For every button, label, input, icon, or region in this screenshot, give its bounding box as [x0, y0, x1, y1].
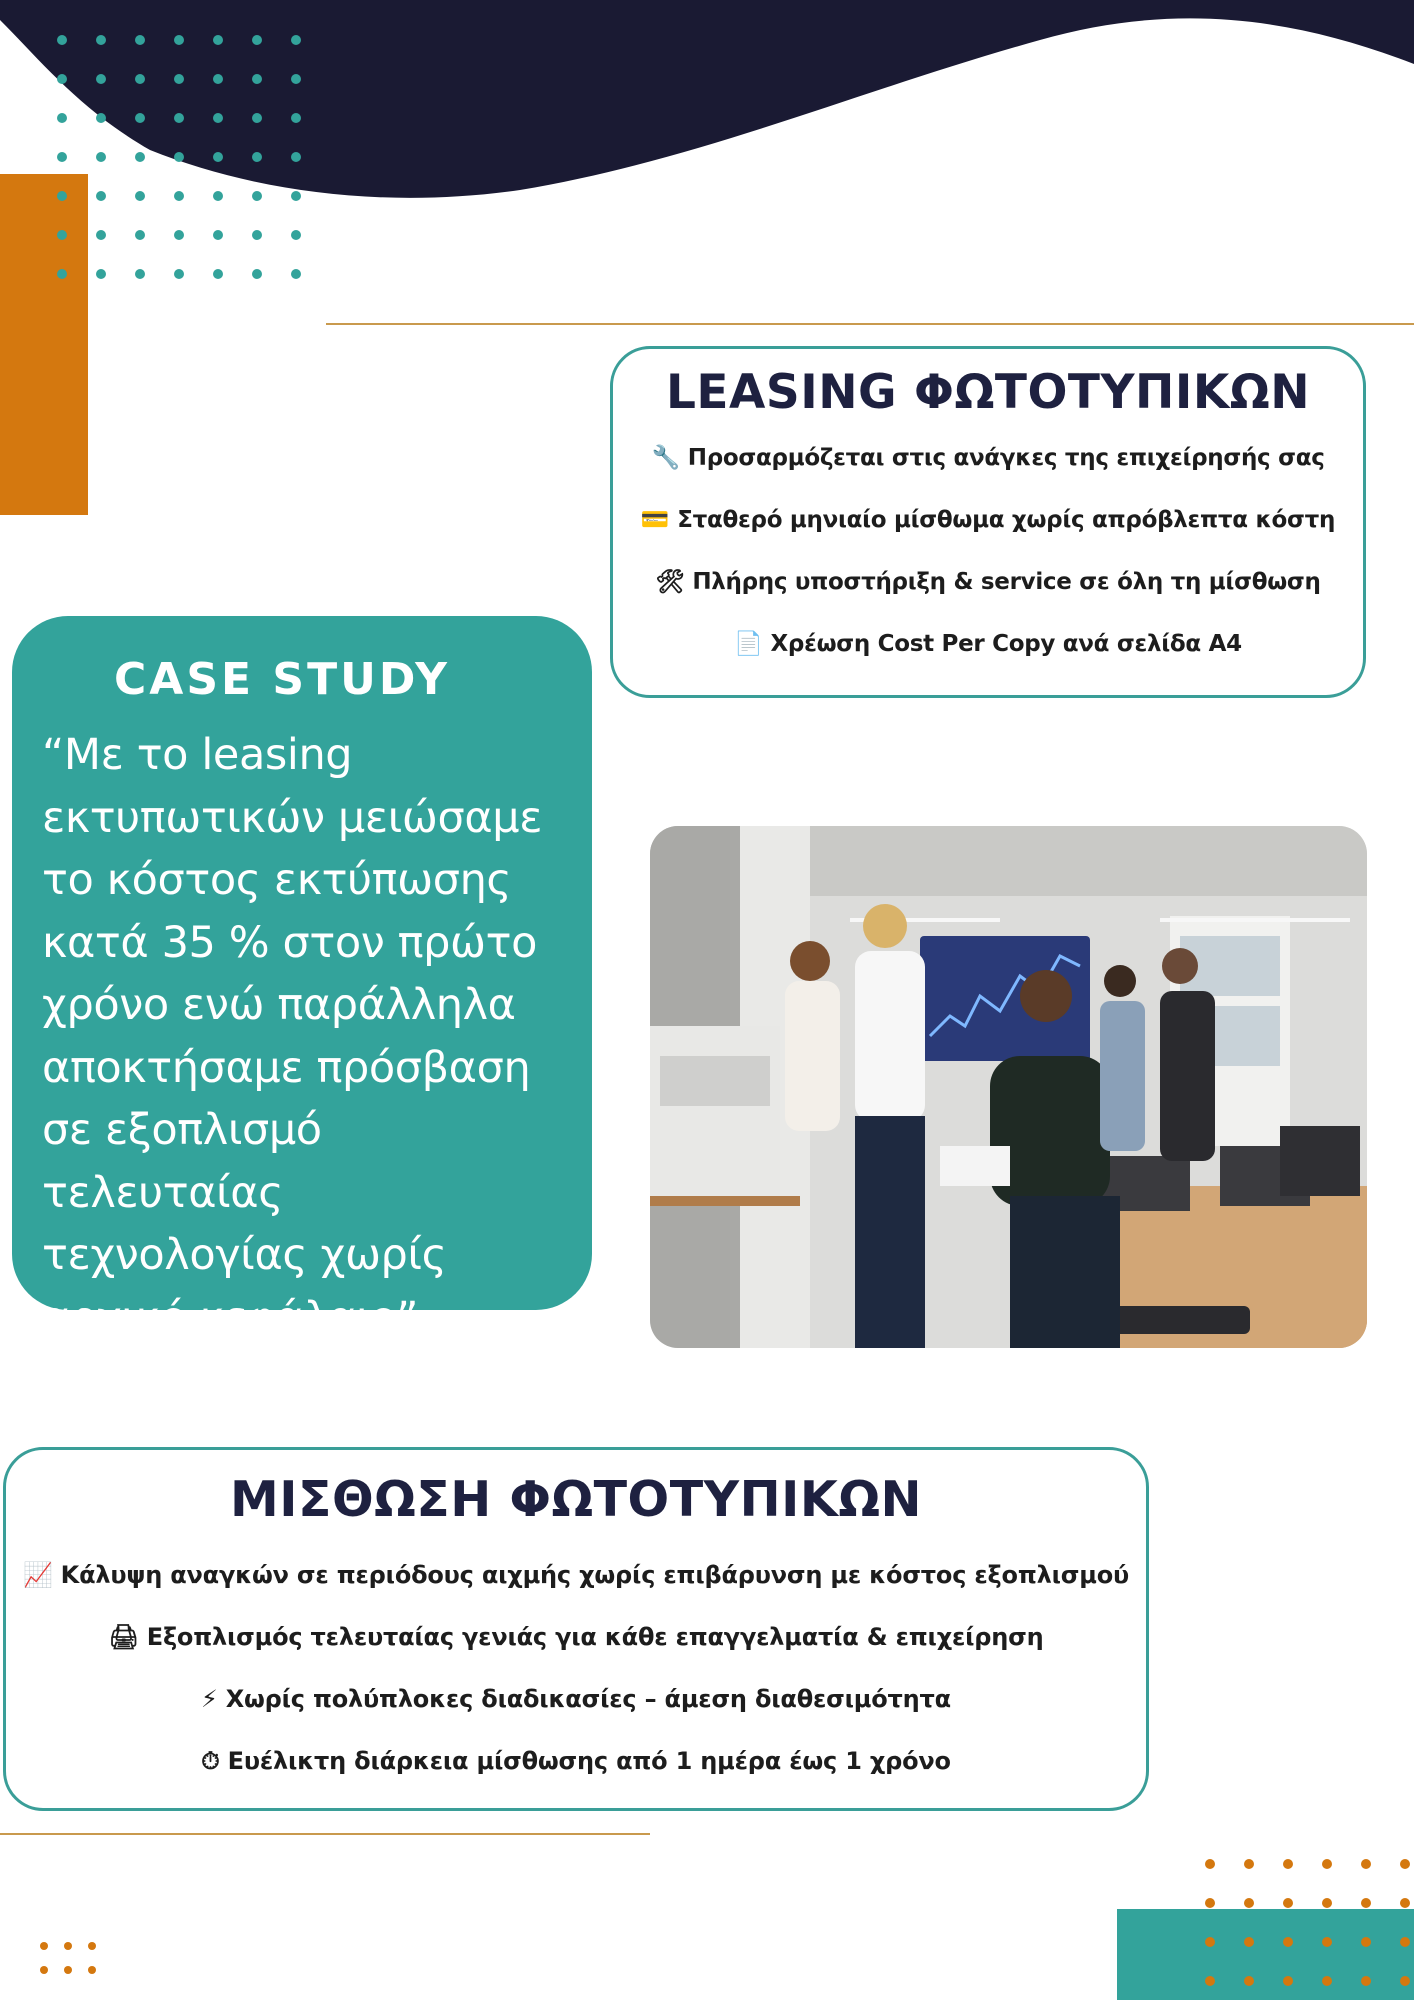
- decor-dot: [135, 152, 145, 162]
- decor-dot: [1400, 1898, 1410, 1908]
- list-item: 💳 Σταθερό μηνιαίο μίσθωμα χωρίς απρόβλεπτα κόστη: [613, 489, 1363, 551]
- stopwatch-icon: ⏱: [201, 1747, 220, 1775]
- decor-dot: [1322, 1898, 1332, 1908]
- decor-dot: [252, 191, 262, 201]
- decor-dot: [96, 230, 106, 240]
- decor-dot: [57, 74, 67, 84]
- decor-dot: [174, 74, 184, 84]
- leasing-card: [610, 346, 1366, 698]
- decor-dot: [1400, 1937, 1410, 1947]
- decor-dot: [1244, 1898, 1254, 1908]
- quote-line: χρόνο ενώ παράλληλα: [42, 980, 516, 1030]
- decor-dot: [1400, 1859, 1410, 1869]
- decor-dot: [252, 152, 262, 162]
- decor-dot: [96, 269, 106, 279]
- rental-benefits-list: [6, 1544, 1146, 1792]
- decor-dot: [291, 35, 301, 45]
- decor-dot: [1322, 1976, 1332, 1986]
- decor-dot: [174, 113, 184, 123]
- decor-dot: [57, 230, 67, 240]
- decor-dot: [174, 152, 184, 162]
- credit-card-icon: 💳: [640, 507, 670, 533]
- decor-dot: [96, 191, 106, 201]
- decor-dot: [252, 74, 262, 84]
- decor-dot: [96, 35, 106, 45]
- decor-dot: [174, 35, 184, 45]
- case-study-panel: [12, 616, 592, 1343]
- decor-dot: [88, 1942, 96, 1950]
- decor-dot: [174, 230, 184, 240]
- list-item: ⏱ Ευέλικτη διάρκεια μίσθωσης από 1 ημέρα έως 1 χρόνο: [6, 1730, 1146, 1792]
- quote-line: το κόστος εκτύπωσης: [42, 855, 512, 905]
- decor-dot: [1283, 1937, 1293, 1947]
- decor-dot: [96, 113, 106, 123]
- decor-dot: [1244, 1976, 1254, 1986]
- decor-dot: [291, 191, 301, 201]
- decor-dot: [40, 1966, 48, 1974]
- document-icon: 📄: [734, 631, 763, 657]
- decor-dot: [1283, 1859, 1293, 1869]
- decor-dot: [135, 230, 145, 240]
- orange-dot-grid-left: [36, 1932, 126, 1992]
- decor-dot: [57, 113, 67, 123]
- decor-dot: [96, 74, 106, 84]
- list-item: 📄 Χρέωση Cost Per Copy ανά σελίδα Α4: [613, 613, 1363, 675]
- decor-dot: [291, 230, 301, 240]
- decor-dot: [135, 35, 145, 45]
- decor-dot: [57, 152, 67, 162]
- decor-dot: [1205, 1937, 1215, 1947]
- decor-dot: [291, 269, 301, 279]
- list-item: ⚡ Χωρίς πολύπλοκες διαδικασίες – άμεση διαθεσιμότητα: [6, 1668, 1146, 1730]
- chart-increasing-icon: 📈: [22, 1561, 53, 1589]
- list-item: 🛠 Πλήρης υποστήριξη & service σε όλη τη μίσθωση: [613, 551, 1363, 613]
- gold-divider-top: [326, 323, 1414, 325]
- decor-dot: [174, 269, 184, 279]
- decor-dot: [88, 1966, 96, 1974]
- decor-dot: [96, 152, 106, 162]
- decor-dot: [213, 74, 223, 84]
- decor-dot: [64, 1942, 72, 1950]
- list-item: 📈 Κάλυψη αναγκών σε περιόδους αιχμής χωρίς επιβάρυνση με κόστος εξοπλισμού: [6, 1544, 1146, 1606]
- case-study-quote: [42, 724, 572, 1349]
- decor-dot: [1244, 1859, 1254, 1869]
- decor-dot: [1205, 1976, 1215, 1986]
- decor-dot: [252, 113, 262, 123]
- decor-dot: [1244, 1937, 1254, 1947]
- decor-dot: [1205, 1898, 1215, 1908]
- case-study-title: CASE STUDY: [114, 654, 451, 705]
- tools-icon: 🛠: [655, 569, 685, 595]
- office-team-photo: [650, 826, 1367, 1348]
- decor-dot: [1322, 1937, 1332, 1947]
- quote-line: αρχικό κεφάλαιο”: [42, 1292, 419, 1343]
- leasing-benefits-list: [613, 427, 1363, 675]
- decor-dot: [291, 113, 301, 123]
- teal-dot-grid: [48, 30, 308, 290]
- decor-dot: [1361, 1859, 1371, 1869]
- decor-dot: [213, 152, 223, 162]
- decor-dot: [135, 191, 145, 201]
- decor-dot: [291, 74, 301, 84]
- decor-dot: [213, 35, 223, 45]
- quote-line: αποκτήσαμε πρόσβαση: [42, 1042, 531, 1093]
- decor-dot: [1283, 1898, 1293, 1908]
- decor-dot: [174, 191, 184, 201]
- gold-divider-bottom: [0, 1833, 650, 1835]
- orange-dot-grid-right: [1198, 1854, 1414, 2000]
- decor-dot: [57, 35, 67, 45]
- rental-card: [3, 1447, 1149, 1811]
- decor-dot: [1205, 1859, 1215, 1869]
- decor-dot: [213, 269, 223, 279]
- decor-dot: [64, 1966, 72, 1974]
- quote-line: κατά 35 % στον πρώτο: [42, 917, 538, 968]
- decor-dot: [135, 74, 145, 84]
- quote-line: εκτυπωτικών μειώσαμε: [42, 792, 543, 843]
- decor-dot: [252, 269, 262, 279]
- decor-dot: [213, 230, 223, 240]
- quote-line: “Με το leasing: [42, 730, 353, 780]
- quote-line: σε εξοπλισμό τελευταίας: [42, 1105, 322, 1218]
- lightning-icon: ⚡: [201, 1685, 218, 1713]
- decor-dot: [1400, 1976, 1410, 1986]
- decor-dot: [213, 113, 223, 123]
- quote-line: τεχνολογίας χωρίς: [42, 1230, 447, 1280]
- decor-dot: [135, 113, 145, 123]
- list-item: 🔧 Προσαρμόζεται στις ανάγκες της επιχείρησής σας: [613, 427, 1363, 489]
- decor-dot: [213, 191, 223, 201]
- decor-dot: [252, 35, 262, 45]
- decor-dot: [291, 152, 301, 162]
- decor-dot: [1283, 1976, 1293, 1986]
- decor-dot: [57, 191, 67, 201]
- decor-dot: [40, 1942, 48, 1950]
- rental-title: ΜΙΣΘΩΣΗ ΦΩΤΟΤΥΠΙΚΩΝ: [230, 1471, 922, 1528]
- decor-dot: [1361, 1937, 1371, 1947]
- decor-dot: [252, 230, 262, 240]
- decor-dot: [1322, 1859, 1332, 1869]
- leasing-title: LEASING ΦΩΤΟΤΥΠΙΚΩΝ: [665, 365, 1311, 420]
- wrench-icon: 🔧: [651, 445, 680, 471]
- decor-dot: [135, 269, 145, 279]
- decor-dot: [1361, 1976, 1371, 1986]
- list-item: 🖨 Εξοπλισμός τελευταίας γενιάς για κάθε επαγγελματία & επιχείρηση: [6, 1606, 1146, 1668]
- decor-dot: [57, 269, 67, 279]
- decor-dot: [1361, 1898, 1371, 1908]
- printer-icon: 🖨: [108, 1623, 139, 1651]
